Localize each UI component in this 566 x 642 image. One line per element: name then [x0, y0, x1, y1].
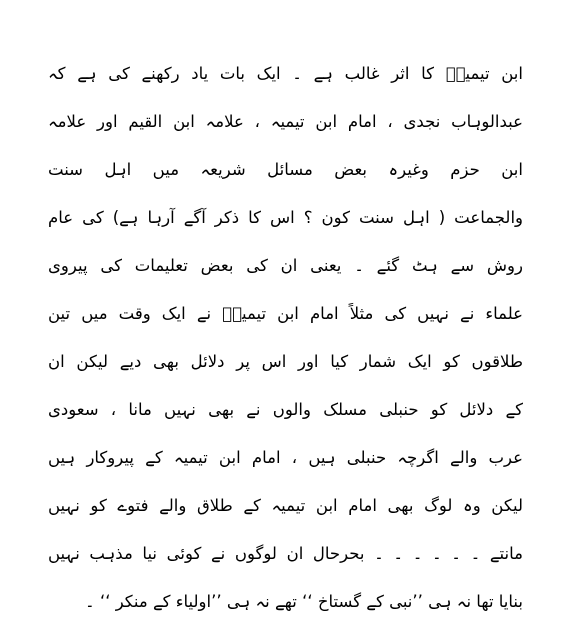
- text-line: عرب والے اگرچہ حنبلی ہیں ، امام ابن تیمیہ کے پیروکار ہیں: [48, 448, 523, 467]
- text-line: ابن تیمیہؒ کا اثر غالب ہے ۔ ایک بات یاد رکھنے کی ہے کہ: [48, 64, 523, 83]
- text-line: کے دلائل کو حنبلی مسلک والوں نے بھی نہیں مانا ، سعودی: [48, 400, 523, 419]
- text-line: ابن حزم وغیرہ بعض مسائل شریعہ میں اہل سنت: [48, 160, 523, 179]
- text-line: علماء نے نہیں کی مثلاً امام ابن تیمیہؒ نے ایک وقت میں تین: [48, 304, 523, 323]
- text-line: طلاقوں کو ایک شمار کیا اور اس پر دلائل بھی دیے لیکن ان: [48, 352, 523, 371]
- text-line: عبدالوہاب نجدی ، امام ابن تیمیہ ، علامہ ابن القیم اور علامہ: [48, 112, 523, 131]
- text-line: مانتے ۔ ۔ ۔ ۔ ۔ ۔ بحرحال ان لوگوں نے کوئی نیا مذہب نہیں: [48, 544, 523, 563]
- text-line: لیکن وہ لوگ بھی امام ابن تیمیہ کے طلاق والے فتوے کو نہیں: [48, 496, 523, 515]
- text-line: والجماعت ( اہل سنت کون ؟ اس کا ذکر آگے آرہا ہے) کی عام: [48, 208, 523, 227]
- text-line: بنایا تھا نہ ہی ’’نبی کے گستاخ ‘‘ تھے نہ ہی ’’اولیاء کے منکر ‘‘ ۔: [85, 592, 523, 611]
- text-line: روش سے ہٹ گئے ۔ یعنی ان کی بعض تعلیمات کی پیروی: [48, 256, 523, 275]
- urdu-text-block: [48, 56, 523, 632]
